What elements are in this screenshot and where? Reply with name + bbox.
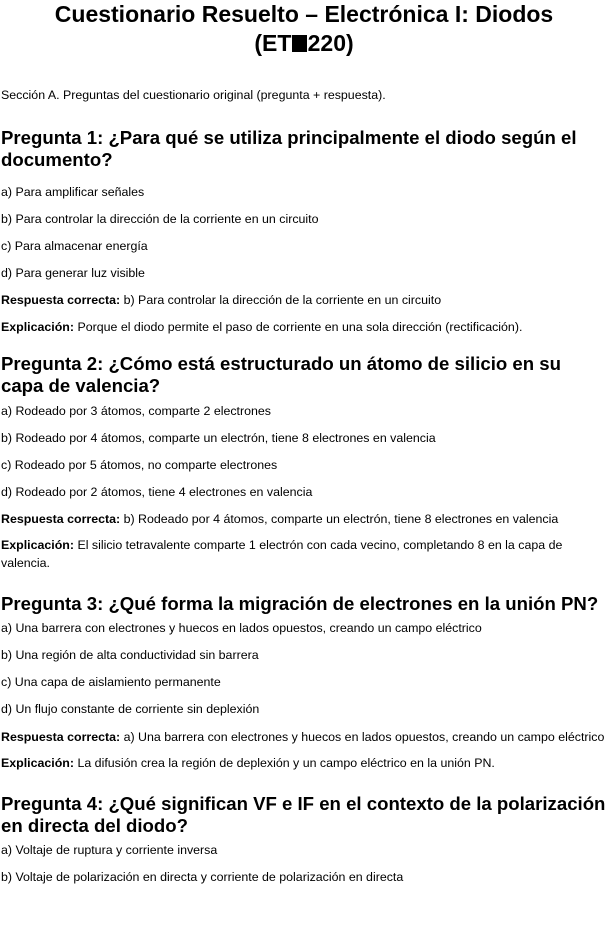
question-heading: Pregunta 2: ¿Cómo está estructurado un átomo de silicio en su capa de valencia? <box>1 353 561 396</box>
answer-label: Respuesta correcta: <box>1 512 121 526</box>
explanation-text: Porque el diodo permite el paso de corriente en una sola dirección (rectificación). <box>77 320 523 334</box>
option-b: b) Voltaje de polarización en directa y corriente de polarización en directa <box>1 870 404 884</box>
correct-answer <box>1 511 607 527</box>
option-c: c) Rodeado por 5 átomos, no comparte electrones <box>1 458 278 472</box>
option-a: a) Voltaje de ruptura y corriente inversa <box>1 843 218 857</box>
option-a: a) Una barrera con electrones y huecos en lados opuestos, creando un campo eléctrico <box>1 621 482 635</box>
option-d: d) Un flujo constante de corriente sin deplexión <box>1 702 260 716</box>
question-2 <box>1 353 607 572</box>
question-heading: Pregunta 1: ¿Para qué se utiliza principalmente el diodo según el documento? <box>1 127 577 170</box>
option-d: d) Rodeado por 2 átomos, tiene 4 electrones en valencia <box>1 485 313 499</box>
option-c: c) Una capa de aislamiento permanente <box>1 675 221 689</box>
explanation-text: La difusión crea la región de deplexión y un campo eléctrico en la unión PN. <box>77 756 495 770</box>
section-intro: Sección A. Preguntas del cuestionario original (pregunta + respuesta). <box>1 88 386 102</box>
explanation <box>1 755 607 771</box>
explanation <box>1 536 607 572</box>
option-b: b) Una región de alta conductividad sin barrera <box>1 648 259 662</box>
answer-label: Respuesta correcta: <box>1 730 121 744</box>
title-line-1: Cuestionario Resuelto – Electrónica I: Diodos <box>54 1 554 27</box>
option-b: b) Para controlar la dirección de la corriente en un circuito <box>1 212 319 226</box>
title-line-2-suffix: 220) <box>307 30 354 56</box>
explanation-label: Explicación: <box>1 756 74 770</box>
question-4 <box>1 793 607 885</box>
option-a: a) Para amplificar señales <box>1 185 145 199</box>
question-1 <box>1 127 607 335</box>
explanation-label: Explicación: <box>1 538 74 552</box>
correct-answer <box>1 728 607 746</box>
option-c: c) Para almacenar energía <box>1 239 148 253</box>
answer-text: b) Para controlar la dirección de la corriente en un circuito <box>123 293 442 307</box>
explanation <box>1 319 607 335</box>
missing-glyph-block-icon <box>292 35 306 52</box>
explanation-label: Explicación: <box>1 320 74 334</box>
answer-label: Respuesta correcta: <box>1 293 121 307</box>
answer-text: b) Rodeado por 4 átomos, comparte un electrón, tiene 8 electrones en valencia <box>123 512 559 526</box>
question-heading: Pregunta 3: ¿Qué forma la migración de electrones en la unión PN? <box>1 593 599 614</box>
option-b: b) Rodeado por 4 átomos, comparte un electrón, tiene 8 electrones en valencia <box>1 431 436 445</box>
answer-text: a) Una barrera con electrones y huecos en lados opuestos, creando un campo eléctrico <box>123 730 605 744</box>
correct-answer <box>1 292 607 308</box>
option-d: d) Para generar luz visible <box>1 266 145 280</box>
title-line-2-prefix: (ET <box>254 30 292 56</box>
explanation-text: El silicio tetravalente comparte 1 electrón con cada vecino, completando 8 en la capa de valencia. <box>1 538 563 570</box>
document-title <box>1 0 607 58</box>
option-a: a) Rodeado por 3 átomos, comparte 2 electrones <box>1 404 271 418</box>
question-3 <box>1 593 607 771</box>
question-heading: Pregunta 4: ¿Qué significan VF e IF en el contexto de la polarización en directa del diodo? <box>1 793 606 836</box>
